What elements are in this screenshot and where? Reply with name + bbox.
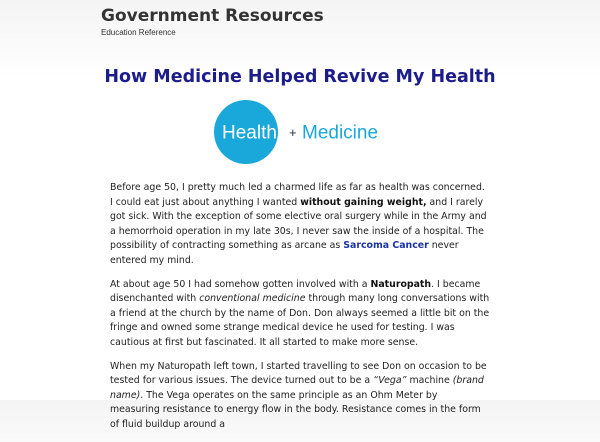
text: When my Naturopath left town, I started travelling to see Don on occasion to be tested for various issues. The device turned out to be a: [110, 360, 487, 387]
emphasis-text: without gaining weight,: [300, 196, 427, 208]
text: . I became disenchanted with: [110, 278, 481, 305]
paragraph-3: [110, 360, 490, 433]
paragraph-1: [110, 181, 490, 269]
text: never entered my mind.: [110, 240, 459, 266]
text: machine: [406, 375, 453, 387]
text: At about age 50 I had somehow gotten involved with a: [110, 278, 371, 290]
italic-text: conventional medicine: [199, 293, 306, 305]
health-medicine-image: [214, 100, 386, 164]
post-title: How Medicine Helped Revive My Health: [104, 67, 496, 87]
text: through many long conversations with a friend at the church by the name of Don. Don always seemed a little bit on the fringe and owned some strange medical device he used for testing. I was cautious at first but fascinated. It all started to make more sense.: [110, 293, 490, 348]
site-header: [101, 6, 324, 37]
sarcoma-cancer-link[interactable]: Sarcoma Cancer: [343, 240, 429, 252]
text: Before age 50, I pretty much led a charmed life as far as health was concerned. I could eat just about anything I wanted: [110, 182, 485, 208]
italic-text: (brand name): [110, 375, 484, 401]
site-tagline: Education Reference: [101, 28, 176, 37]
paragraph-2: [110, 278, 490, 351]
text: . The Vega operates on the same principle as an Ohm Meter by measuring resistance to energy flow in the body. Resistance comes in the form of fluid buildup around a: [110, 389, 481, 430]
post-content: [110, 181, 490, 442]
text: and I rarely got sick. With the exception of some elective oral surgery while in the Army and a hemorrhoid operation in my late 30s, I never saw the inside of a hospital. The possibility of contracting something as arcane as: [110, 196, 487, 252]
hero-plus: +: [289, 125, 297, 140]
emphasis-text: Naturopath: [370, 278, 432, 290]
site-title-link[interactable]: Government Resources: [101, 6, 324, 26]
hero-word-health: Health: [222, 122, 277, 144]
italic-text: “Vega”: [373, 375, 407, 387]
hero-word-medicine: Medicine: [302, 122, 379, 144]
